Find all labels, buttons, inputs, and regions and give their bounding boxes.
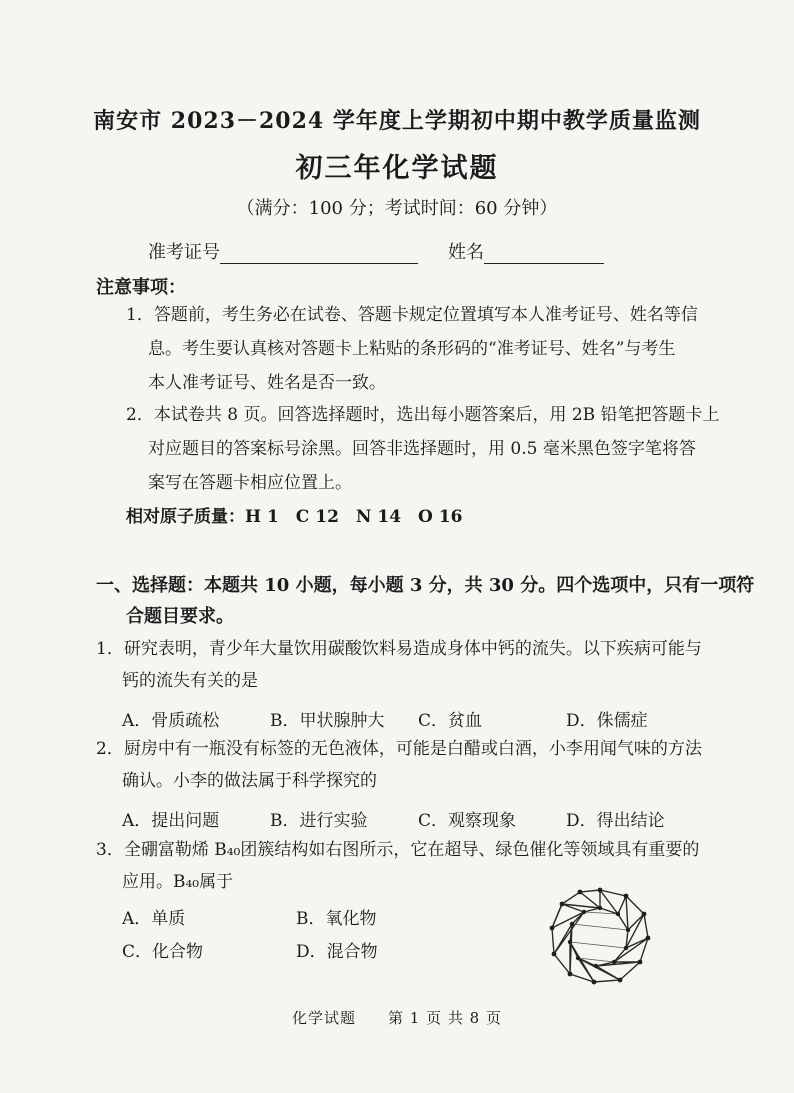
note-1-line-3: 本人准考证号、姓名是否一致。 [148,373,386,393]
notes-heading: 注意事项： [96,277,186,298]
q1-stem-line-1: 1．研究表明，青少年大量饮用碳酸饮料易造成身体中钙的流失。以下疾病可能与 [96,639,702,659]
q2-option-a: A．提出问题 [122,811,220,831]
b40-cluster-figure [548,886,652,986]
section-1-heading-cont: 合题目要求。 [126,606,234,627]
q2-stem-line-2: 确认。小李的做法属于科学探究的 [122,771,377,791]
q1-stem-line-2: 钙的流失有关的是 [122,671,258,691]
q2-option-c: C．观察现象 [418,811,517,831]
q2-option-b: B．进行实验 [270,811,368,831]
exam-subtitle: 初三年化学试题 [295,153,499,184]
q3-stem-line-1: 3．全硼富勒烯 B₄₀团簇结构如右图所示，它在超导、绿色催化等领域具有重要的 [96,840,700,860]
q1-option-b: B．甲状腺肿大 [270,711,385,731]
note-2-line-1: 2．本试卷共 8 页。回答选择题时，选出每小题答案后，用 2B 铅笔把答题卡上 [126,405,720,425]
q1-option-c: C．贫血 [418,711,483,731]
q3-option-a: A．单质 [122,909,186,929]
atomic-mass: 相对原子质量：H 1 C 12 N 14 O 16 [126,507,463,527]
exam-id-field [148,238,418,264]
name-label: 姓名 [448,242,484,263]
q1-option-a: A．骨质疏松 [122,711,220,731]
q2-stem-line-1: 2．厨房中有一瓶没有标签的无色液体，可能是白醋或白酒，小李用闻气味的方法 [96,739,702,759]
exam-id-label: 准考证号 [148,242,220,263]
q3-option-b: B．氧化物 [296,909,377,929]
name-field [448,238,604,264]
note-1-line-1: 1．答题前，考生务必在试卷、答题卡规定位置填写本人准考证号、姓名等信 [126,305,698,325]
name-blank [484,243,604,264]
exam-id-blank [220,243,418,264]
q3-option-c: C．化合物 [122,942,204,962]
note-2-line-3: 案写在答题卡相应位置上。 [148,473,352,493]
note-2-line-2: 对应题目的答案标号涂黑。回答非选择题时，用 0.5 毫米黑色签字笔将答 [148,439,696,459]
q2-option-d: D．得出结论 [566,811,665,831]
page-footer: 化学试题 第 1 页 共 8 页 [292,1009,502,1027]
exam-title: 南安市 2023－2024 学年度上学期初中期中教学质量监测 [93,108,701,134]
q3-stem-line-2: 应用。B₄₀属于 [122,872,234,892]
q1-option-d: D．侏儒症 [566,711,648,731]
section-1-heading: 一、选择题：本题共 10 小题，每小题 3 分，共 30 分。四个选项中，只有一项符 [96,575,755,596]
score-time: （满分：100 分；考试时间：60 分钟） [236,198,558,219]
q3-option-d: D．混合物 [296,942,378,962]
note-1-line-2: 息。考生要认真核对答题卡上粘贴的条形码的“准考证号、姓名”与考生 [148,339,676,359]
